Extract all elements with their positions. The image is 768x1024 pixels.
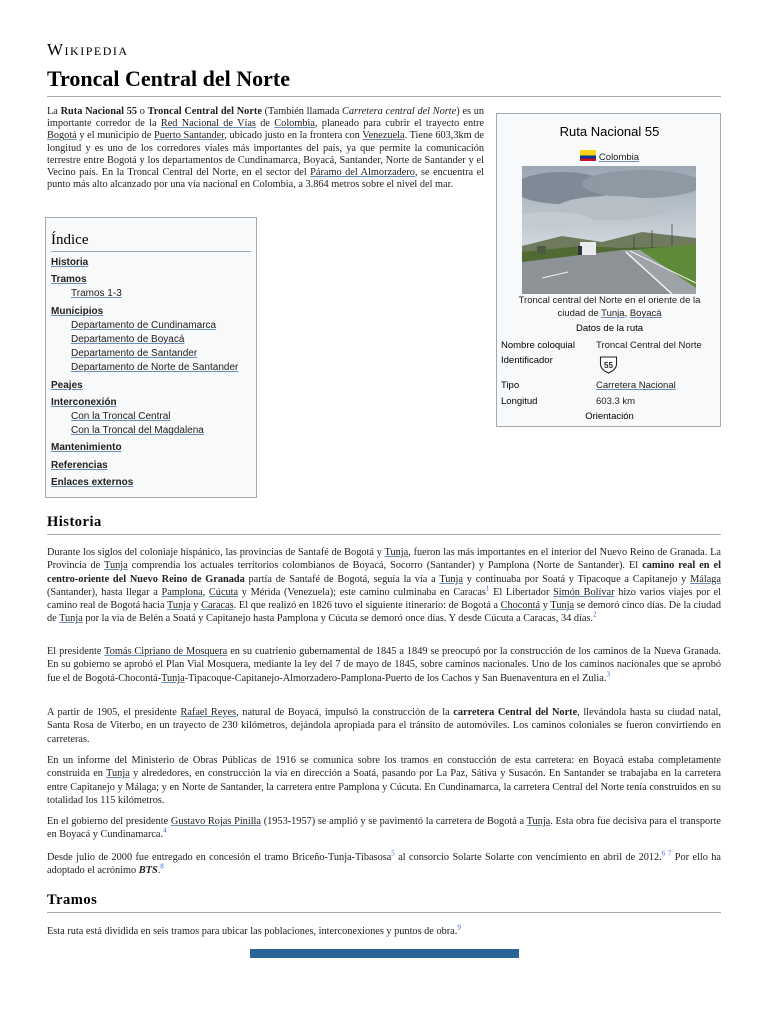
citation-ref[interactable]: 2 — [592, 611, 597, 620]
text-run: , llevándola hasta su ciudad natal, Santa Rosa de Viterbo, en un trayecto de 230 kilómetros, dejándola apropiada para el tránsito de automóviles. Los caminos coloniales se fueron convirtiendo en carreteras. — [47, 707, 721, 745]
toc-item[interactable]: Con la Troncal del Magdalena — [71, 425, 204, 437]
text-run: , planeado para cubrir el trayecto entre — [314, 118, 484, 130]
citation-ref[interactable]: 8 — [160, 862, 164, 871]
wikipedia-wordmark[interactable]: Wikipedia — [47, 40, 129, 59]
text-run: . Esta obra fue decisiva para el transporte en Boyacá y Cundinamarca. — [47, 816, 721, 841]
text-run: , fueron las más importantes en el interior del Nuevo Reino de Granada. La Provincia de — [47, 547, 721, 572]
infobox-country — [497, 150, 722, 163]
text-run: partía de Santafé de Bogotá, seguía la vía a — [244, 573, 440, 585]
page-title: Troncal Central del Norte — [47, 66, 721, 97]
text-run: de — [255, 118, 275, 130]
bottom-bar — [250, 949, 519, 958]
inline-link[interactable]: Rafael Reyes — [180, 707, 237, 718]
italic-term: Carretera central del Norte — [342, 106, 457, 117]
citation-ref[interactable]: 6 7 — [661, 849, 672, 858]
lead-paragraph — [47, 106, 484, 191]
inline-link[interactable]: Tunja — [439, 573, 463, 585]
text-run: El Libertador — [489, 586, 554, 598]
toc-item[interactable]: Departamento de Boyacá — [71, 334, 185, 346]
road-photo[interactable] — [522, 166, 696, 294]
bold-term: carretera Central del Norte — [453, 707, 578, 718]
text-run: (1953-1957) se amplió y se pavimentó la carretera de Bogotá a — [260, 816, 527, 827]
citation-ref[interactable]: 3 — [606, 670, 610, 679]
text-run: ) es un importante corredor de la — [47, 106, 485, 130]
historia-paragraph-6 — [47, 851, 721, 878]
row-value-tipo[interactable]: Carretera Nacional — [596, 380, 676, 391]
bold-term: camino real en el centro-oriente del Nuevo Reino de Granada — [47, 560, 721, 585]
inline-link[interactable]: Páramo del Almorzadero — [310, 167, 415, 179]
row-label-longitud: Longitud — [501, 396, 538, 407]
inline-link[interactable]: Gustavo Rojas Pinilla — [170, 816, 261, 827]
text-run: se demoró cinco días. De la ciudad de — [47, 600, 721, 625]
text-run: comprendía los actuales territorios colombianos de Boyacá, Socorro (Santander) y Pamplona (Norte de Santander). El — [127, 560, 643, 572]
inline-link[interactable]: Tunja — [59, 613, 83, 625]
historia-paragraph-2 — [47, 645, 721, 685]
text-run: y alrededores, en construcción la vía en dirección a Soatá, pasando por La Paz, Sátiva y Susacón. En Santander se trabajaba en la carretera entre Capitanejo y Málaga; y en Norte de Santander, la carretera entre Pamplona y Cúcuta. En Cundinamarca, la carretera Central del Norte tenía construidos en su totalidad los 115 kilómetros. — [47, 768, 721, 806]
inline-link[interactable]: Pamplona — [161, 586, 203, 598]
infobox-title: Ruta Nacional 55 — [559, 124, 660, 139]
table-of-contents — [45, 217, 257, 498]
text-run: , — [202, 586, 209, 598]
text-run: en su cuatrienio gubernamental de 1845 a 1849 se preocupó por la construcción de los caminos de la Nueva Granada. En su gobierno se aprobó el Plan Vial Mosquera, mediante la ley del 7 de mayo de 1845, sobre caminos nacionales. Uno de los caminos nacionales que se aprobó fue el de Bogotá-Chocontá- — [47, 646, 721, 684]
inline-link[interactable]: Simón Bolívar — [553, 586, 615, 598]
inline-link[interactable]: Tunja — [167, 600, 191, 612]
inline-link[interactable]: Bogotá — [47, 130, 77, 142]
inline-link[interactable]: Chocontá — [500, 600, 541, 612]
inline-link[interactable]: Tunja — [384, 547, 409, 558]
infobox — [496, 113, 721, 427]
text-run: Esta ruta está dividida en seis tramos para ubicar las poblaciones, interconexiones y puntos de obra. — [47, 926, 458, 937]
toc-item[interactable]: Tramos — [51, 274, 87, 286]
section-heading-historia: Historia — [47, 514, 721, 535]
toc-title: Índice — [51, 232, 251, 252]
inline-link[interactable]: Tunja — [161, 672, 185, 684]
citation-ref[interactable]: 4 — [163, 826, 167, 835]
route-shield-number: 55 — [604, 361, 613, 370]
inline-link[interactable]: Caracas — [201, 600, 234, 612]
text-run: En el gobierno del presidente — [47, 816, 171, 827]
inline-link[interactable]: Málaga — [690, 573, 721, 585]
row-label-nombre: Nombre coloquial — [501, 340, 575, 351]
route-data-header: Datos de la ruta — [575, 323, 644, 334]
text-run: hizo varios viajes por el camino real de Bogotá hacia — [47, 586, 721, 612]
text-run: y el municipio de — [76, 130, 154, 142]
bold-term: Ruta Nacional 55 — [60, 106, 138, 117]
text-run: o — [137, 106, 148, 117]
citation-ref[interactable]: 1 — [485, 584, 490, 593]
text-run: La — [47, 106, 61, 117]
inline-link[interactable]: Tunja — [550, 600, 575, 612]
text-run: y — [190, 600, 202, 612]
text-run: al consorcio Solarte Solarte con vencimiento en abril de 2012. — [394, 852, 662, 863]
toc-item[interactable]: Departamento de Santander — [71, 348, 198, 360]
toc-item[interactable]: Enlaces externos — [51, 476, 134, 488]
text-run: , se encuentra el punto más alto alcanzado por una vía nacional en Colombia, a 3.864 metros sobre el nivel del mar. — [47, 167, 484, 191]
bold-italic-term: BTS — [138, 865, 158, 877]
row-value-nombre: Troncal Central del Norte — [596, 340, 702, 351]
toc-item[interactable]: Departamento de Cundinamarca — [71, 319, 217, 331]
inline-link[interactable]: Colombia — [274, 118, 315, 130]
historia-paragraph-3 — [47, 706, 721, 746]
inline-link[interactable]: Red Nacional de Vías — [160, 118, 256, 130]
text-run: y — [540, 600, 551, 612]
row-value-longitud: 603.3 km — [596, 396, 636, 407]
text-run: . — [157, 865, 161, 877]
inline-link[interactable]: Tomás Cipriano de Mosquera — [104, 646, 228, 657]
inline-link[interactable]: Venezuela — [362, 130, 405, 142]
text-run: , ubicado justo en la frontera con — [224, 130, 363, 142]
toc-item[interactable]: Peajes — [51, 379, 83, 391]
toc-item[interactable]: Departamento de Norte de Santander — [71, 362, 239, 374]
toc-list — [51, 256, 251, 490]
infobox-caption — [505, 294, 714, 320]
historia-paragraph-4 — [47, 754, 721, 807]
route-55-shield-icon[interactable] — [599, 355, 618, 374]
citation-ref[interactable]: 5 — [391, 849, 395, 858]
toc-item[interactable]: Con la Troncal Central — [71, 411, 171, 423]
text-run: (También llamada — [261, 106, 343, 117]
toc-item[interactable]: Mantenimiento — [51, 442, 122, 454]
text-run: Durante los siglos del coloniaje hispánico, las provincias de Santafé de Bogotá y — [47, 547, 385, 558]
text-run: y continuaba por Soatá y Tipacoque a Capitanejo y — [462, 573, 691, 585]
text-run: El presidente — [47, 646, 105, 657]
historia-paragraph-5 — [47, 815, 721, 842]
inline-link[interactable]: Tunja — [526, 816, 551, 827]
road-photo-image — [522, 166, 696, 294]
text-run: Troncal central del Norte en el oriente de la ciudad de — [518, 295, 701, 319]
text-run: , — [624, 308, 630, 319]
text-run: . Tiene 603,3km de longitud y es uno de los corredores viales más importantes del país, ya que permite la comunicación terrestre entre Bogotá y los departamentos de Cundinamarca, Boyacá, Santander, Norte de Santander y el Vecino país. En la Troncal Central del Norte, en el sector del — [47, 130, 484, 179]
inline-link[interactable]: Cúcuta — [208, 586, 239, 598]
toc-item[interactable]: Historia — [51, 257, 89, 268]
inline-link[interactable]: Boyacá — [629, 308, 662, 319]
text-run: por la vía de Belén a Soatá y Capitanejo hasta Pamplona y Cúcuta se demoró once días. Y desde Cúcuta a Caracas, 34 días. — [82, 613, 593, 625]
historia-paragraph-1 — [47, 546, 721, 626]
toc-item[interactable]: Tramos 1-3 — [71, 288, 122, 300]
row-label-identificador: Identificador — [501, 355, 553, 366]
text-run: , natural de Boyacá, impulsó la construcción de la — [236, 707, 454, 718]
text-run: (Santander), hasta llegar a — [47, 586, 162, 598]
orientation-header: Orientación — [585, 411, 634, 422]
text-run: Desde julio de 2000 fue entregado en concesión el tramo Briceño-Tunja-Tibasosa — [47, 852, 392, 863]
text-run: A partir de 1905, el presidente — [47, 707, 181, 718]
inline-link[interactable]: Puerto Santander — [153, 130, 225, 142]
toc-item[interactable]: Referencias — [51, 459, 108, 471]
toc-item[interactable]: Municipios — [51, 305, 104, 317]
citation-ref[interactable]: 9 — [457, 923, 461, 932]
colombia-flag-icon — [580, 150, 596, 161]
inline-link[interactable]: Tunja — [104, 560, 128, 572]
text-run: . El que realizó en 1826 tuvo el siguiente itinerario: de Bogotá a — [233, 600, 501, 612]
country-link[interactable]: Colombia — [598, 152, 640, 163]
bold-term: Troncal Central del Norte — [147, 106, 262, 117]
tramos-paragraph — [47, 925, 721, 938]
section-heading-tramos: Tramos — [47, 892, 721, 913]
toc-item[interactable]: Interconexión — [51, 396, 117, 408]
row-label-tipo: Tipo — [501, 380, 520, 391]
text-run: En un informe del Ministerio de Obras Públicas de 1916 se comunica sobre los tramos en constucción de esta carretera: en Boyacá estaba completamente construida en — [47, 755, 721, 780]
text-run: -Tipacoque-Capitanejo-Almorzadero-Pamplona-Puerto de los Cachos y San Buenaventura en el Zulia. — [184, 672, 607, 684]
inline-link[interactable]: Tunja — [601, 308, 625, 319]
text-run: Por ello ha adoptado el acrónimo — [47, 852, 722, 877]
text-run: y Mérida (Venezuela); este camino culminaba en Caracas — [238, 586, 486, 598]
inline-link[interactable]: Tunja — [106, 768, 130, 780]
